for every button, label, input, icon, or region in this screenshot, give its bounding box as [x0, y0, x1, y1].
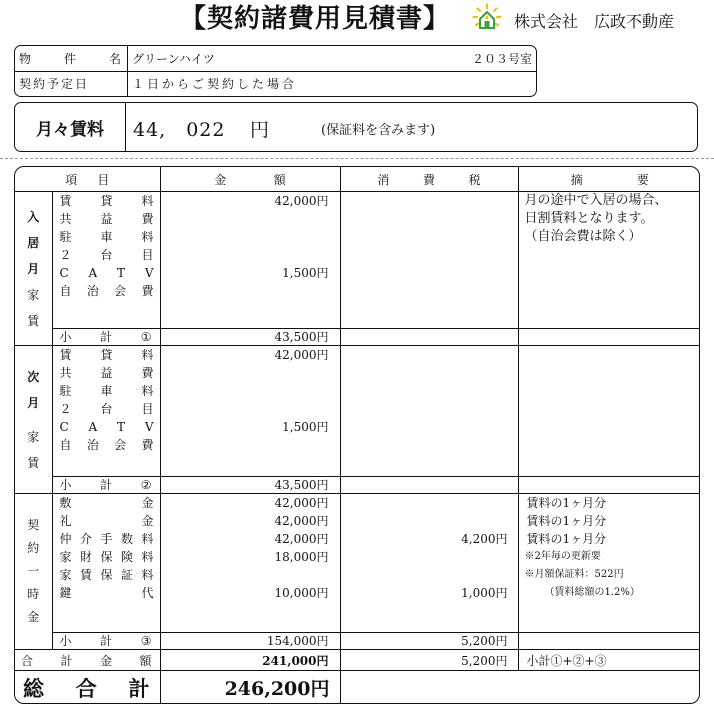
- group-move-in-month: 入 居 月 家 賃: [15, 192, 52, 346]
- empty-cell: [340, 671, 518, 705]
- item-amount: 10,000円: [274, 586, 329, 600]
- subtotal-amount: 43,500円: [160, 329, 340, 346]
- monthly-rent-unit: 円: [250, 119, 270, 141]
- note-line: 月の途中で入居の場合、: [524, 193, 668, 208]
- item-note: 賃料の1ヶ月分: [526, 532, 607, 546]
- group-contract-lump-sum: 契 約 一 時 金: [15, 494, 52, 650]
- tax-cell: [340, 346, 518, 477]
- subtotal-row-2: [15, 477, 700, 494]
- item-label: 共 益 費: [59, 212, 154, 226]
- subtotal-row-1: [15, 329, 700, 346]
- subtotal-label: 小 計 ③: [52, 633, 160, 650]
- item-tax: [341, 548, 518, 566]
- subtotal-tax: 5,200円: [340, 633, 518, 650]
- item-label: 賃 貸 料: [59, 194, 154, 208]
- item-label: ２ 台 目: [59, 402, 154, 416]
- item-amount: 42,000円: [274, 532, 329, 546]
- note-cell: [518, 633, 700, 650]
- item-label: 敷 金: [59, 496, 154, 510]
- tax-cell: [340, 192, 518, 329]
- section-contract-lump-sum: [15, 494, 700, 633]
- item-amount: [161, 364, 340, 382]
- note-cell: [518, 192, 700, 329]
- item-label: 家 財 保 険 料: [59, 550, 154, 564]
- note-cell: [518, 346, 700, 477]
- contract-date-label: 契約予定日: [15, 71, 128, 96]
- item-amount: [161, 566, 340, 584]
- subtotal-row-3: [15, 633, 700, 650]
- subtotal-amount: 154,000円: [160, 633, 340, 650]
- item-note: 賃料の1ヶ月分: [526, 514, 607, 528]
- item-tax: 4,200円: [461, 532, 508, 546]
- cost-table: [14, 166, 700, 704]
- item-amount: [161, 436, 340, 454]
- document-title: 【契約諸費用見積書】: [180, 4, 451, 34]
- note-line: （自治会費は除く）: [524, 229, 642, 244]
- item-amount: [161, 210, 340, 228]
- note-line: 日割賃料となります。: [524, 211, 654, 226]
- subtotal-label: 小 計 ②: [52, 477, 160, 494]
- company-name: 株式会社 広政不動産: [514, 12, 675, 31]
- section-next-month: [15, 346, 700, 477]
- empty-cell: [518, 671, 700, 705]
- section-move-in-month: [15, 192, 700, 329]
- item-note: （賃料総額の1.2%）: [544, 587, 640, 598]
- item-tax: [341, 566, 518, 584]
- item-amount: [161, 228, 340, 246]
- item-label: 礼 金: [59, 514, 154, 528]
- subtotal-label: 小 計 ①: [52, 329, 160, 346]
- item-label: C A T V: [59, 266, 154, 280]
- item-note: ※2年毎の更新要: [524, 551, 601, 562]
- monthly-rent-box: [14, 102, 698, 152]
- header-tax: 消 費 税: [340, 167, 518, 192]
- items-cell: [52, 346, 160, 477]
- item-tax: [341, 494, 518, 512]
- total-row: [15, 650, 700, 671]
- item-tax: 1,000円: [461, 586, 508, 600]
- subtotal-amount: 43,500円: [160, 477, 340, 494]
- item-amount: 1,500円: [282, 266, 329, 280]
- item-label: 駐 車 料: [59, 384, 154, 398]
- property-name-cell: [128, 46, 537, 71]
- tax-cell: [340, 477, 518, 494]
- amounts-cell: [160, 494, 340, 633]
- grand-total-label: 総 合 計: [15, 671, 160, 705]
- item-amount: [161, 382, 340, 400]
- header-note: 摘 要: [518, 167, 700, 192]
- items-cell: [52, 494, 160, 633]
- note-cell: [518, 329, 700, 346]
- item-label: 自 治 会 費: [59, 438, 154, 452]
- total-tax: 5,200円: [340, 650, 518, 671]
- items-cell: [52, 192, 160, 329]
- note-cell: [518, 494, 700, 633]
- grand-total-amount: 246,200円: [160, 671, 340, 705]
- item-amount: 1,500円: [282, 420, 329, 434]
- item-label: ２ 台 目: [59, 248, 154, 262]
- total-note: 小計①+②+③: [518, 650, 700, 671]
- item-amount: 18,000円: [274, 550, 329, 564]
- divider: [0, 158, 714, 159]
- item-amount: [161, 246, 340, 264]
- header-item: 項 目: [15, 167, 160, 192]
- item-amount: 42,000円: [274, 348, 329, 362]
- group-next-month: 次 月 家 賃: [15, 346, 52, 494]
- contract-date-value: １日からご契約した場合: [128, 71, 537, 96]
- header-amount: 金 額: [160, 167, 340, 192]
- item-note: ※月額保証料：522円: [524, 569, 624, 580]
- monthly-rent-note: (保証料を含みます): [321, 123, 436, 138]
- property-name-value: グリーンハイツ: [132, 51, 215, 66]
- item-label: 自 治 会 費: [59, 284, 154, 298]
- item-label: 駐 車 料: [59, 230, 154, 244]
- total-amount: 241,000円: [160, 650, 340, 671]
- tax-cell: [340, 329, 518, 346]
- item-note: 賃料の1ヶ月分: [526, 496, 607, 510]
- room-number: ２０３号室: [471, 51, 532, 66]
- item-amount: 42,000円: [274, 496, 329, 510]
- property-info-box: [14, 45, 537, 97]
- house-sun-logo-icon: [472, 3, 502, 33]
- item-label: 鍵 代: [59, 586, 154, 600]
- monthly-rent-label: 月々賃料: [15, 103, 126, 151]
- item-label: 賃 貸 料: [59, 348, 154, 362]
- item-amount: 42,000円: [274, 194, 329, 208]
- item-label: C A T V: [59, 420, 154, 434]
- table-header: [15, 167, 700, 192]
- item-amount: 42,000円: [274, 514, 329, 528]
- monthly-rent-value: 44, 022: [133, 119, 226, 141]
- amounts-cell: [160, 192, 340, 329]
- item-tax: [341, 512, 518, 530]
- item-label: 共 益 費: [59, 366, 154, 380]
- item-amount: [161, 400, 340, 418]
- item-amount: [161, 282, 340, 300]
- total-label: 合 計 金 額: [15, 650, 160, 671]
- amounts-cell: [160, 346, 340, 477]
- property-name-label: 物 件 名: [15, 46, 128, 71]
- tax-cell: [340, 494, 518, 633]
- grand-total-row: [15, 671, 700, 705]
- note-cell: [518, 477, 700, 494]
- item-label: 仲 介 手 数 料: [59, 532, 154, 546]
- item-label: 家 賃 保 証 料: [59, 568, 154, 582]
